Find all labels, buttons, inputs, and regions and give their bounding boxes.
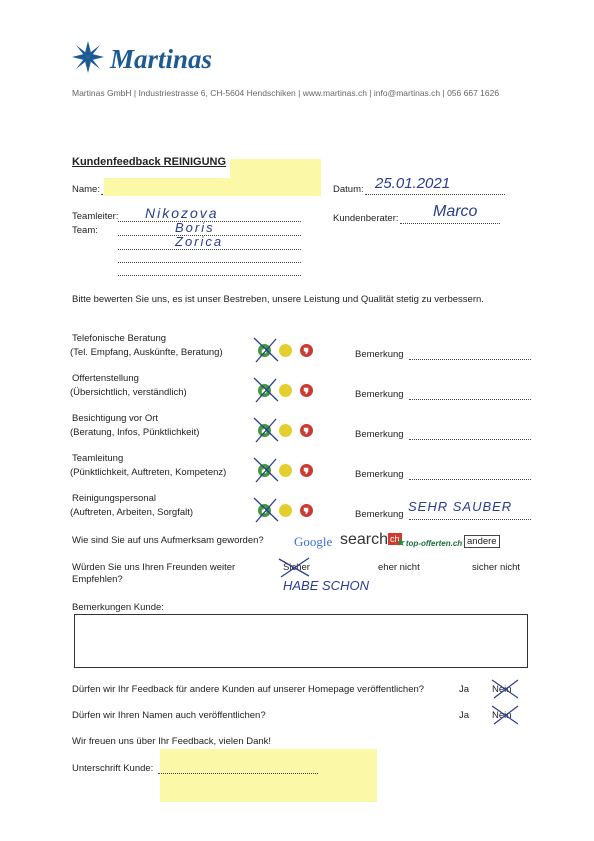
intro-text: Bitte bewerten Sie uns, es ist unser Bestreben, unsere Leistung und Qualität stetig zu verbessern. — [72, 294, 484, 305]
name-question: Dürfen wir Ihren Namen auch veröffentlichen? — [72, 710, 266, 721]
recommend-question-2: Empfehlen? — [72, 574, 123, 585]
remark-field[interactable] — [409, 479, 531, 480]
remark-field[interactable] — [409, 359, 531, 360]
remark-field[interactable] — [409, 439, 531, 440]
thumb-down-icon — [302, 506, 311, 515]
remark-label: Bemerkung — [355, 509, 404, 520]
team-value-1: Boris — [175, 220, 215, 235]
source-google[interactable]: Google — [294, 534, 333, 549]
logo — [72, 41, 104, 78]
source-search-text: search — [340, 531, 389, 548]
thumb-down-icon — [302, 426, 311, 435]
criterion-subtitle: (Tel. Empfang, Auskünfte, Beratung) — [70, 347, 223, 358]
kundenberater-label: Kundenberater: — [333, 213, 399, 224]
publish-question: Dürfen wir Ihr Feedback für andere Kunden auf unserer Homepage veröffentlichen? — [72, 684, 425, 695]
criterion-title: Teamleitung — [72, 453, 124, 464]
source-search[interactable] — [340, 531, 402, 549]
team-field-3[interactable] — [118, 262, 301, 263]
remark-field[interactable] — [409, 399, 531, 400]
company-address: Martinas GmbH | Industriestrasse 6, CH-5604 Hendschiken | www.martinas.ch | info@martinas.ch | 056 667 1626 — [72, 88, 500, 98]
recommend-option-sicher[interactable]: Sicher — [283, 562, 310, 573]
datum-label: Datum: — [333, 184, 364, 195]
kundenberater-value: Marco — [433, 203, 478, 220]
remark-field[interactable] — [409, 519, 531, 520]
remarks-box[interactable] — [74, 614, 528, 668]
criterion-subtitle: (Beratung, Infos, Pünktlichkeit) — [70, 427, 200, 438]
source-andere[interactable]: andere — [464, 535, 500, 548]
remark-label: Bemerkung — [355, 469, 404, 480]
rating-bad-icon[interactable] — [300, 424, 313, 437]
rating-bad-icon[interactable] — [300, 464, 313, 477]
criterion-subtitle: (Übersichtlich, verständlich) — [70, 387, 187, 398]
source-search-ch: ch — [390, 534, 400, 544]
remarks-label: Bemerkungen Kunde: — [72, 602, 164, 613]
thumb-down-icon — [302, 346, 311, 355]
teamleiter-value: Nikozova — [145, 205, 219, 221]
selection-cross-mark — [249, 495, 283, 525]
thanks-text: Wir freuen uns über Ihr Feedback, vielen Dank! — [72, 736, 272, 747]
company-logo-text: Martinas — [110, 44, 213, 74]
criterion-title: Telefonische Beratung — [72, 333, 167, 344]
recommend-option-sicher-nicht[interactable]: sicher nicht — [472, 562, 521, 573]
name-label: Name: — [72, 184, 100, 195]
datum-value: 25.01.2021 — [375, 175, 451, 192]
criterion-title: Offertenstellung — [72, 373, 139, 384]
datum-field[interactable] — [365, 194, 505, 195]
source-top-offerten-text: top-offerten.ch — [405, 539, 463, 548]
kundenberater-field[interactable] — [400, 223, 500, 224]
team-field-4[interactable] — [118, 275, 301, 276]
teamleiter-label: Teamleiter: — [72, 211, 119, 222]
form-title: Kundenfeedback REINIGUNG — [72, 156, 227, 168]
recommend-cross-mark — [275, 556, 315, 580]
remark-label: Bemerkung — [355, 349, 404, 360]
criterion-title: Reinigungspersonal — [72, 493, 156, 504]
rating-bad-icon[interactable] — [300, 344, 313, 357]
name-no-cross-mark — [490, 704, 522, 726]
remark-value: SEHR SAUBER — [408, 499, 513, 514]
signature-label: Unterschrift Kunde: — [72, 763, 154, 774]
signature-field[interactable] — [158, 773, 318, 774]
publish-yes[interactable]: Ja — [459, 684, 470, 695]
selection-cross-mark — [249, 455, 283, 485]
recommend-option-eher-nicht[interactable]: eher nicht — [378, 562, 420, 573]
selection-cross-mark — [249, 415, 283, 445]
criterion-subtitle: (Pünktlichkeit, Auftreten, Kompetenz) — [70, 467, 227, 478]
criterion-title: Besichtigung vor Ort — [72, 413, 159, 424]
team-field-2[interactable] — [118, 249, 301, 250]
remark-label: Bemerkung — [355, 429, 404, 440]
publish-no-cross-mark — [490, 678, 522, 700]
remark-label: Bemerkung — [355, 389, 404, 400]
name-highlight — [104, 178, 321, 196]
signature-highlight — [160, 749, 377, 802]
publish-no[interactable]: Nein — [492, 684, 512, 695]
team-label: Team: — [72, 225, 98, 236]
team-value-2: Zorica — [175, 234, 224, 249]
thumb-down-icon — [302, 466, 311, 475]
thumb-down-icon — [302, 386, 311, 395]
source-top-offerten[interactable] — [396, 533, 462, 551]
selection-cross-mark — [249, 375, 283, 405]
name-yes[interactable]: Ja — [459, 710, 470, 721]
name-no[interactable]: Nein — [492, 710, 512, 721]
rating-bad-icon[interactable] — [300, 384, 313, 397]
source-question: Wie sind Sie auf uns Aufmerksam geworden? — [72, 535, 264, 546]
star-icon: ★ — [396, 537, 406, 549]
recommend-note: HABE SCHON — [283, 578, 369, 593]
logo-star-icon — [72, 41, 104, 73]
criterion-subtitle: (Auftreten, Arbeiten, Sorgfalt) — [70, 507, 194, 518]
rating-bad-icon[interactable] — [300, 504, 313, 517]
selection-cross-mark — [249, 335, 283, 365]
recommend-question-1: Würden Sie uns Ihren Freunden weiter — [72, 562, 236, 573]
